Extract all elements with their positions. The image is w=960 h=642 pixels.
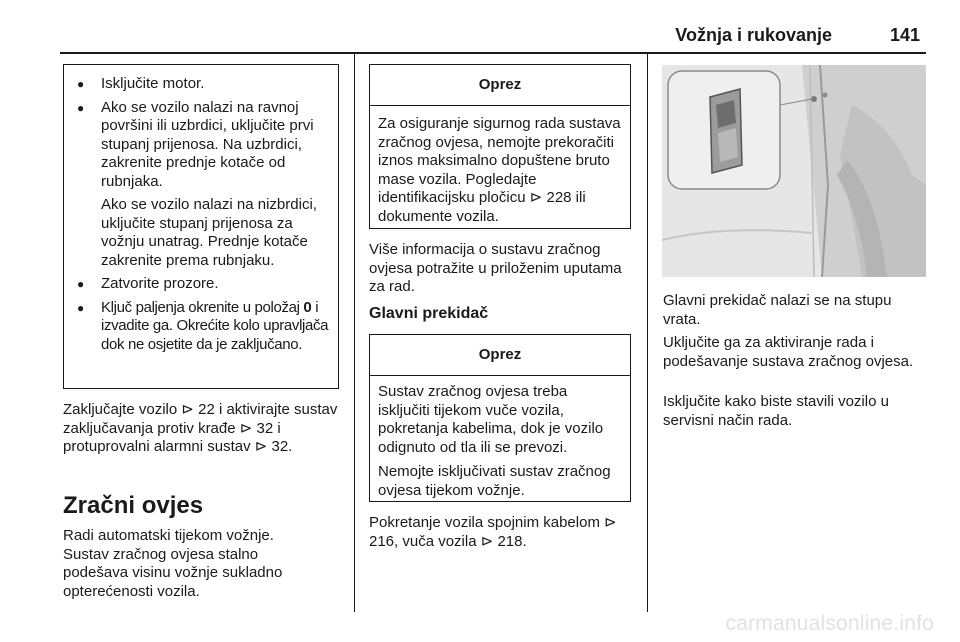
switch-off-paragraph: Isključite kako biste stavili vozilo u servisni način rada. <box>663 393 889 429</box>
jump-start-paragraph: Pokretanje vozila spojnim kabelom ⊳ 216, vuča vozila ⊳ 218. <box>369 514 617 550</box>
list-item: ● Zatvorite prozore. <box>70 275 332 294</box>
steps-box <box>63 64 339 389</box>
main-switch-illustration-svg <box>662 65 926 277</box>
switch-on-paragraph: Uključite ga za aktiviranje rada i podešavanje sustava zračnog ovjesa. <box>663 334 914 370</box>
column-divider-2 <box>647 52 648 612</box>
steps-list <box>70 75 332 354</box>
header-rule <box>60 52 926 54</box>
subheading: Glavni prekidač <box>369 305 489 322</box>
caution-box-1 <box>369 64 631 229</box>
switch-location-paragraph: Glavni prekidač nalazi se na stupu vrata. <box>663 292 892 328</box>
caution-text: Nemojte isključivati sustav zračnog ovjesa tijekom vožnje. <box>378 463 611 499</box>
section-paragraph: Radi automatski tijekom vožnje. Sustav zračnog ovjesa stalno podešava visinu vožnje sukladno opterećenosti vozila. <box>63 527 283 600</box>
list-item: ● Ključ paljenja okrenite u položaj 0 i izvadite ga. Okrećite kolo upravljača dok ne osjetite da je zaključano. <box>70 299 332 355</box>
column-divider-1 <box>354 52 355 612</box>
caution-text: Za osiguranje sigurnog rada sustava zračnog ovjesa, nemojte prekoračiti iznos maksimalno dopuštene bruto mase vozila. Pogledajte identifikacijsku pločicu ⊳ 228 ili dokumente vozila. <box>378 115 621 225</box>
caution-text: Sustav zračnog ovjesa treba isključiti tijekom vuče vozila, pokretanja kabelima, dok je vozilo odignuto od tla ili se prevozi. <box>378 383 604 456</box>
caution-box-2 <box>369 334 631 502</box>
caution-title: Oprez <box>370 335 630 376</box>
info-paragraph: Više informacija o sustavu zračnog ovjesa potražite u priloženim uputama za rad. <box>369 241 622 295</box>
main-switch-illustration <box>662 65 926 277</box>
ignition-position: 0 <box>303 298 312 316</box>
caution-title: Oprez <box>370 65 630 106</box>
page-number: 141 <box>889 25 920 45</box>
list-item: ● Ako se vozilo nalazi na ravnoj površini ili uzbrdici, uključite prvi stupanj prijenosa. Na uzbrdici, zakrenite prednje kotače od rubnjaka. Ako se vozilo nalazi na nizbrdici, uključite stupanj prijenosa za vožnju unatrag. Prednje kotače zakrenite prema rubnjaku. <box>70 99 332 271</box>
list-item-note: Ako se vozilo nalazi na nizbrdici, uključite stupanj prijenosa za vožnju unatrag. Prednje kotače zakrenite prema rubnjaku. <box>101 196 317 269</box>
list-item: ● Isključite motor. <box>70 75 332 94</box>
section-title: Zračni ovjes <box>63 492 204 519</box>
lock-vehicle-paragraph: Zaključajte vozilo ⊳ 22 i aktivirajte sustav zaključavanja protiv krađe ⊳ 32 i protuprovalni alarmni sustav ⊳ 32. <box>63 401 338 455</box>
running-header-title: Vožnja i rukovanje <box>675 25 832 45</box>
watermark: carmanualsonline.info <box>725 612 934 635</box>
